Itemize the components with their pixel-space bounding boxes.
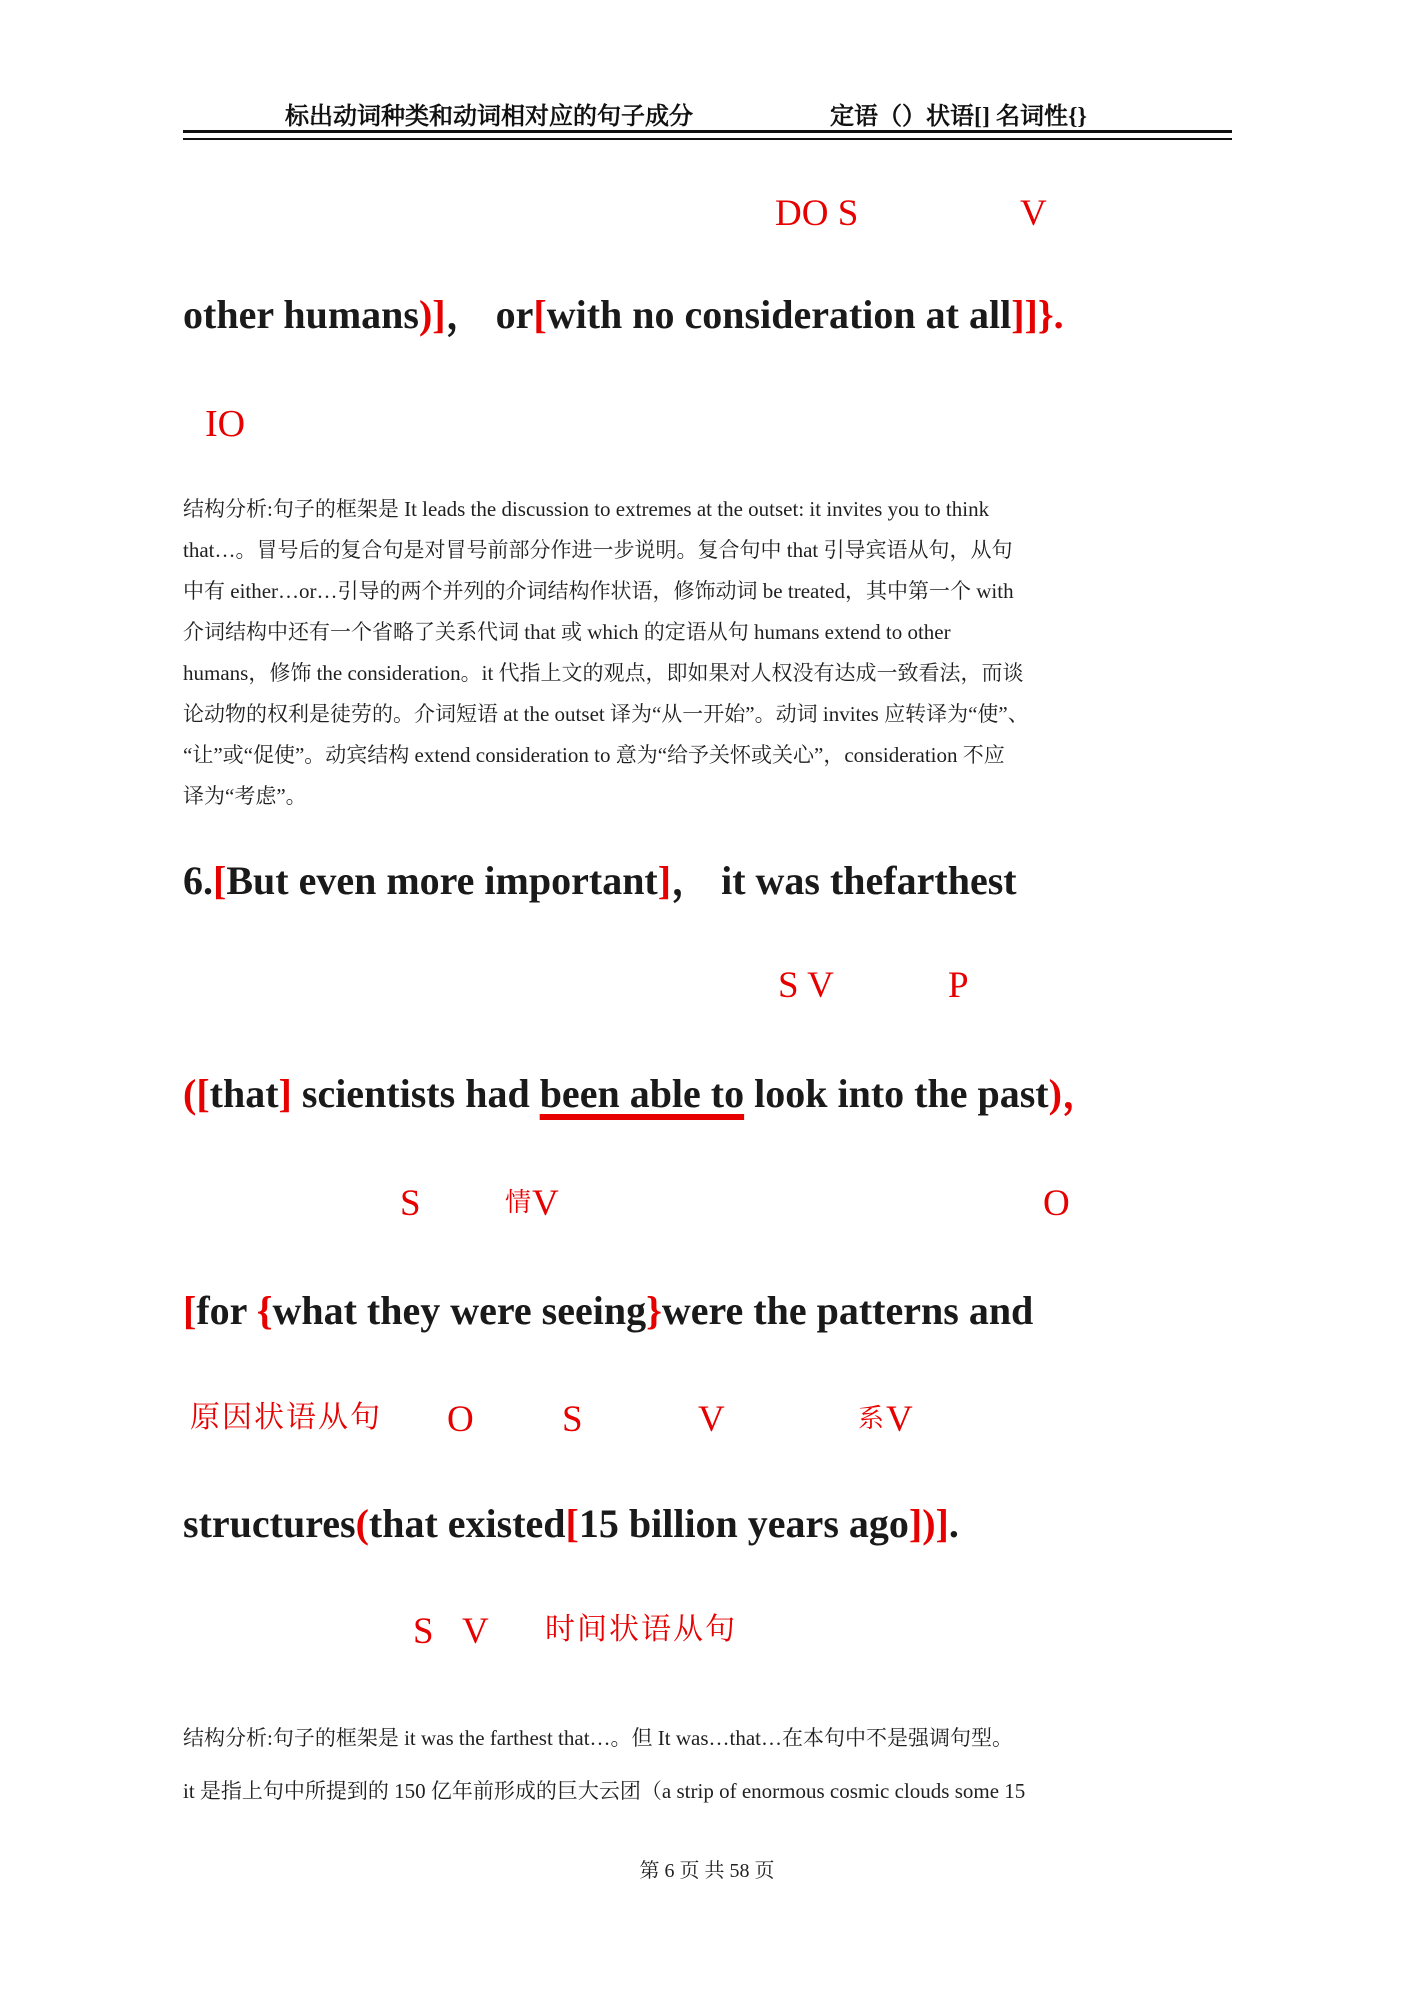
text-segment: what they were seeing [272, 1288, 647, 1333]
grammar-annotation-label: S [562, 1399, 583, 1440]
grammar-annotation-label: S [413, 1611, 434, 1652]
text-segment: ( [355, 1501, 369, 1546]
text-segment: with no consideration at all [546, 292, 1012, 337]
text-segment: for [196, 1288, 257, 1333]
text-segment: [ [533, 292, 547, 337]
paragraph-line: it 是指上句中所提到的 150 亿年前形成的巨大云团（a strip of enormous cosmic clouds some 15 [183, 1779, 1026, 1803]
paragraph-line: 中有 either…or…引导的两个并列的介词结构作状语，修饰动词 be treated，其中第一个 with [183, 579, 1014, 603]
text-segment: ]]}. [1011, 292, 1064, 337]
paragraph-line: 结构分析:句子的框架是 It leads the discussion to extremes at the outset: it invites you to think [183, 497, 990, 521]
sentence-line-2 [183, 1071, 1102, 1117]
paragraph-line: 论动物的权利是徒劳的。介词短语 at the outset 译为“从一开始”。动词 invites 应转译为“使”、 [183, 702, 1029, 726]
paragraph-line: “让”或“促使”。动宾结构 extend consideration to 意为“给予关怀或关心”，consideration 不应 [183, 743, 1005, 767]
text-segment: [ [213, 858, 227, 903]
grammar-annotation-label: 情 [505, 1188, 532, 1217]
grammar-annotation-label: P [948, 965, 969, 1006]
grammar-annotation-label: V [698, 1399, 725, 1440]
text-segment: scientists had [291, 1071, 540, 1116]
header-rule-thick [183, 130, 1232, 133]
text-segment: ])] [908, 1501, 949, 1546]
footer-page-number: 第 6 页 共 58 页 [639, 1860, 775, 1882]
grammar-annotation-label: V [1020, 193, 1047, 234]
text-segment: look into the past [744, 1071, 1049, 1116]
text-segment: ( [183, 1071, 197, 1116]
grammar-annotation-label: DO S [775, 193, 859, 234]
text-segment: [ [196, 1071, 210, 1116]
grammar-annotation-row-1 [0, 186, 1414, 232]
paragraph-line: 译为“考虑”。 [183, 784, 307, 808]
underlined-text-segment: been able to [539, 1071, 745, 1116]
header-left-text: 标出动词种类和动词相对应的句子成分 [285, 104, 693, 130]
grammar-annotation-label: 系 [858, 1404, 885, 1433]
text-segment: other humans [183, 292, 419, 337]
text-segment: But even more important [226, 858, 658, 903]
text-segment: )， [1048, 1071, 1102, 1116]
sentence-heading-6 [183, 858, 1017, 904]
text-segment: ] [278, 1071, 292, 1116]
text-segment: were the patterns and [661, 1288, 1034, 1333]
grammar-annotation-row-3 [0, 1176, 1414, 1222]
sentence-line-3 [183, 1288, 1033, 1334]
text-segment: ， it was thefarthest [671, 858, 1017, 903]
structure-analysis-paragraph-1 [183, 489, 1243, 817]
text-segment: [ [565, 1501, 579, 1546]
text-segment: } [646, 1288, 662, 1333]
structure-analysis-paragraph-2 [183, 1712, 1243, 1818]
paragraph-line: 介词结构中还有一个省略了关系代词 that 或 which 的定语从句 humans extend to other [183, 620, 951, 644]
grammar-annotation-label: V [532, 1183, 559, 1224]
header-right-text: 定语（）状语[] 名词性{} [830, 104, 1087, 130]
text-segment: ] [657, 858, 672, 903]
text-segment: 15 billion years ago [578, 1501, 909, 1546]
text-segment: that [209, 1071, 279, 1116]
grammar-annotation-label: O [1043, 1183, 1070, 1224]
text-segment: structures [183, 1501, 356, 1546]
text-segment: )] [418, 292, 446, 337]
grammar-annotation-label: 时间状语从句 [545, 1613, 737, 1646]
io-label: IO [205, 403, 246, 445]
text-segment: { [256, 1288, 273, 1333]
grammar-annotation-row-5 [0, 1604, 1414, 1650]
grammar-annotation-row-2 [0, 958, 1414, 1004]
paragraph-line: 结构分析:句子的框架是 it was the farthest that…。但 It was…that…在本句中不是强调句型。 [183, 1726, 1014, 1750]
paragraph-line: humans，修饰 the consideration。it 代指上文的观点，即如果对人权没有达成一致看法，而谈 [183, 661, 1024, 685]
grammar-annotation-row-4 [0, 1392, 1414, 1438]
text-segment: 6. [183, 858, 213, 903]
grammar-annotation-label: V [886, 1399, 913, 1440]
sentence-line-1 [183, 292, 1064, 338]
grammar-annotation-label: V [462, 1611, 489, 1652]
text-segment: that existed [368, 1501, 566, 1546]
paragraph-line: that…。冒号后的复合句是对冒号前部分作进一步说明。复合句中 that 引导宾语从句，从句 [183, 538, 1013, 562]
text-segment: ， or [445, 292, 534, 337]
grammar-annotation-label: O [447, 1399, 474, 1440]
grammar-annotation-label: S [400, 1183, 421, 1224]
grammar-annotation-label: S V [778, 965, 834, 1006]
header-rule-thin [183, 138, 1232, 140]
text-segment: [ [183, 1288, 197, 1333]
text-segment: . [948, 1501, 959, 1546]
grammar-annotation-label: 原因状语从句 [190, 1401, 382, 1434]
sentence-line-4 [183, 1501, 959, 1547]
